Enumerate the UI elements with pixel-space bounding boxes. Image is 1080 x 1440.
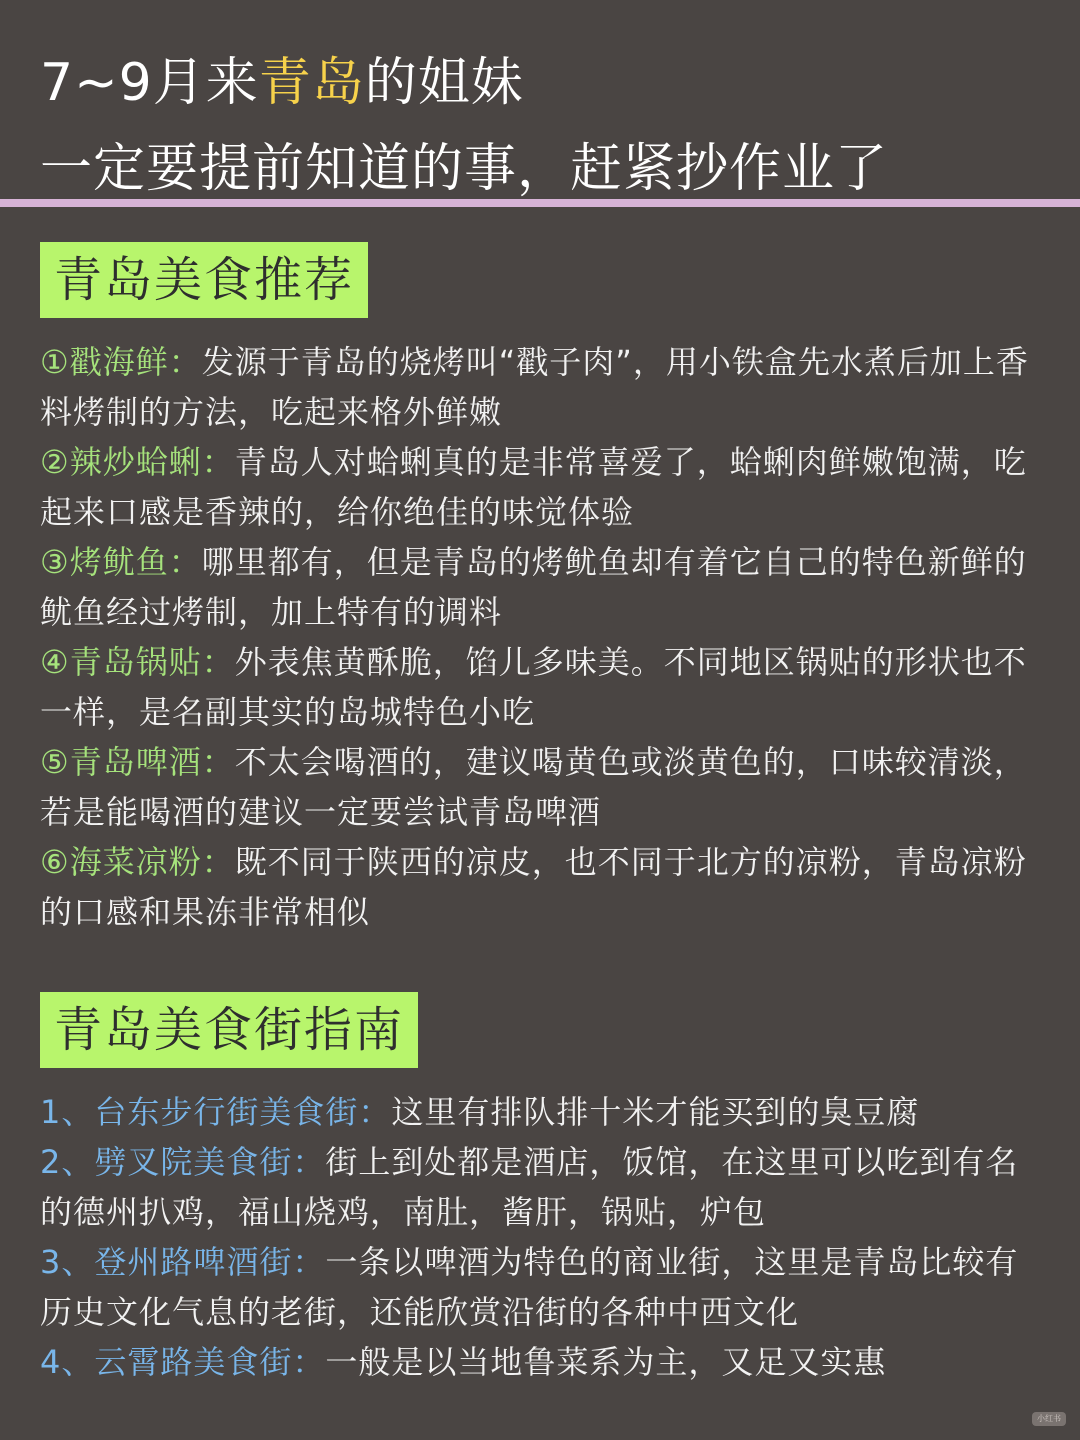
food-item-text: 外表焦黄酥脆，馅儿多味美。不同地区锅贴的形状也不一样，是名副其实的岛城特色小吃 <box>40 643 1027 731</box>
street-list <box>40 1087 1040 1387</box>
list-item <box>40 537 1040 637</box>
street-item-name: 4、云霄路美食街： <box>40 1343 326 1381</box>
watermark-logo: 小红书 <box>1032 1412 1066 1426</box>
street-item-text: 街上到处都是酒店，饭馆，在这里可以吃到有名的德州扒鸡，福山烧鸡，南肚，酱肝，锅贴，炉包 <box>40 1143 1019 1231</box>
page-header <box>40 40 1050 212</box>
street-item-name: 3、登州路啤酒街： <box>40 1243 326 1281</box>
food-item-name: ①戳海鲜： <box>40 343 202 381</box>
food-item-text: 哪里都有，但是青岛的烤鱿鱼却有着它自己的特色新鲜的鱿鱼经过烤制，加上特有的调料 <box>40 543 1027 631</box>
food-item-name: ③烤鱿鱼： <box>40 543 202 581</box>
street-item-text: 这里有排队排十米才能买到的臭豆腐 <box>391 1093 920 1131</box>
header-line1-suffix: 的姐妹 <box>364 53 524 113</box>
street-section-title: 青岛美食街指南 <box>40 992 418 1068</box>
food-item-name: ⑤青岛啤酒： <box>40 743 235 781</box>
header-line1-prefix: 7~9月来 <box>40 53 259 113</box>
food-item-name: ②辣炒蛤蜊： <box>40 443 235 481</box>
food-item-text: 青岛人对蛤蜊真的是非常喜爱了，蛤蜊肉鲜嫩饱满，吃起来口感是香辣的，给你绝佳的味觉体验 <box>40 443 1027 531</box>
food-item-name: ④青岛锅贴： <box>40 643 235 681</box>
food-item-text: 不太会喝酒的，建议喝黄色或淡黄色的，口味较清淡，若是能喝酒的建议一定要尝试青岛啤酒 <box>40 743 1027 831</box>
food-item-name: ⑥海菜凉粉： <box>40 843 235 881</box>
list-item <box>40 1337 1040 1387</box>
street-item-text: 一般是以当地鲁菜系为主，又足又实惠 <box>325 1343 887 1381</box>
list-item <box>40 637 1040 737</box>
header-line-2: 一定要提前知道的事，赶紧抄作业了 <box>40 139 889 199</box>
header-line-1 <box>40 40 1050 126</box>
food-section-title: 青岛美食推荐 <box>40 242 368 318</box>
food-list <box>40 337 1040 937</box>
food-item-text: 既不同于陕西的凉皮，也不同于北方的凉粉，青岛凉粉的口感和果冻非常相似 <box>40 843 1027 931</box>
list-item <box>40 1137 1040 1237</box>
street-item-name: 2、劈叉院美食街： <box>40 1143 326 1181</box>
food-item-text: 发源于青岛的烧烤叫“戳子肉”，用小铁盒先水煮后加上香料烤制的方法，吃起来格外鲜嫩 <box>40 343 1029 431</box>
street-item-name: 1、台东步行街美食街： <box>40 1093 392 1131</box>
list-item <box>40 837 1040 937</box>
header-divider <box>0 199 1080 207</box>
list-item <box>40 1237 1040 1337</box>
list-item <box>40 1087 1040 1137</box>
list-item <box>40 437 1040 537</box>
list-item <box>40 337 1040 437</box>
list-item <box>40 737 1040 837</box>
street-item-text: 一条以啤酒为特色的商业街，这里是青岛比较有历史文化气息的老街，还能欣赏沿街的各种中西文化 <box>40 1243 1019 1331</box>
header-accent-city: 青岛 <box>258 53 365 113</box>
